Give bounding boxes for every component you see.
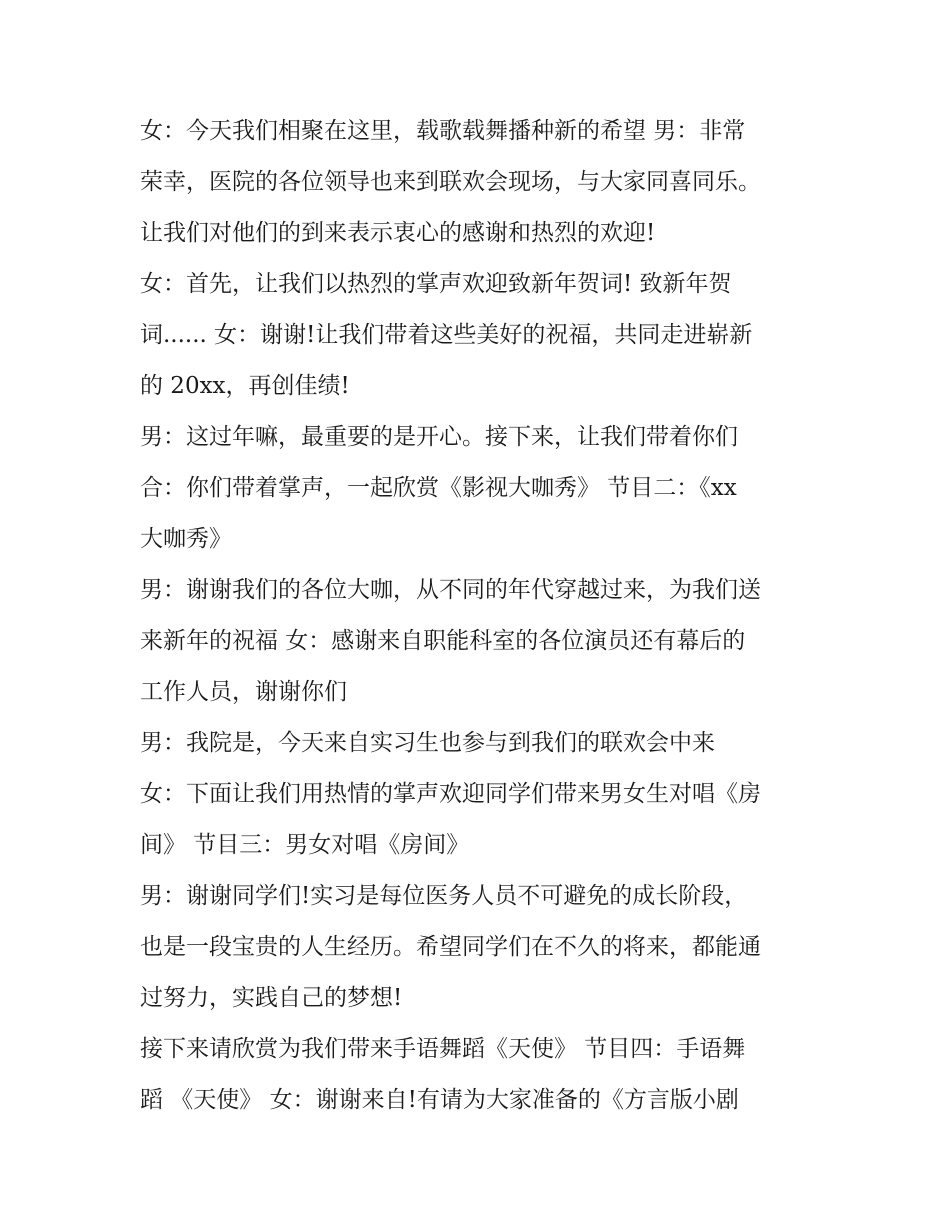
text-line: 合：你们带着掌声，一起欣赏《影视大咖秀》 节目二：《xx: [140, 475, 737, 501]
text-line: 女：下面让我们用热情的掌声欢迎同学们带来男女生对唱《房: [140, 781, 761, 807]
text-line: 词...... 女：谢谢!让我们带着这些美好的祝福，共同走进崭新: [140, 322, 753, 348]
text-line: 过努力，实践自己的梦想!: [140, 985, 403, 1011]
text-line: 男：这过年嘛，最重要的是开心。接下来，让我们带着你们: [140, 424, 738, 450]
text-line: 的 20xx，再创佳绩!: [140, 373, 350, 399]
text-line: 大咖秀》: [140, 526, 232, 552]
text-line: 让我们对他们的到来表示衷心的感谢和热烈的欢迎!: [140, 220, 656, 246]
text-line: 接下来请欣赏为我们带来手语舞蹈《天使》 节目四：手语舞: [140, 1036, 746, 1062]
text-line: 来新年的祝福 女：感谢来自职能科室的各位演员还有幕后的: [140, 628, 746, 654]
text-line: 男：谢谢同学们!实习是每位医务人员不可避免的成长阶段，: [140, 883, 748, 909]
text-line: 男：我院是，今天来自实习生也参与到我们的联欢会中来: [140, 730, 715, 756]
text-line: 也是一段宝贵的人生经历。希望同学们在不久的将来，都能通: [140, 934, 761, 960]
text-line: 女：首先，让我们以热烈的掌声欢迎致新年贺词! 致新年贺: [140, 271, 732, 297]
text-line: 间》 节目三：男女对唱《房间》: [140, 832, 470, 858]
text-line: 女：今天我们相聚在这里，载歌载舞播种新的希望 男：非常: [140, 118, 746, 144]
text-line: 工作人员，谢谢你们: [140, 679, 347, 705]
text-line: 男：谢谢我们的各位大咖，从不同的年代穿越过来，为我们送: [140, 577, 761, 603]
script-text: [140, 106, 820, 1126]
text-line: 荣幸，医院的各位领导也来到联欢会现场，与大家同喜同乐。: [140, 169, 761, 195]
text-line: 蹈 《天使》 女：谢谢来自!有请为大家准备的《方言版小剧: [140, 1087, 739, 1113]
